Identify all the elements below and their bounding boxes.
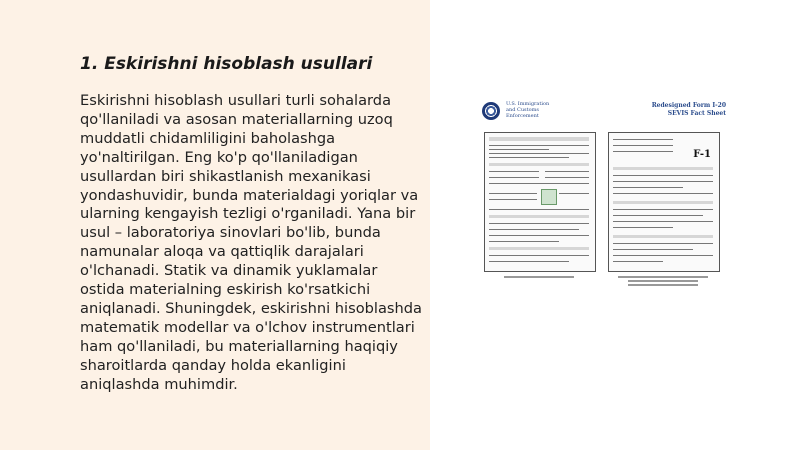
agency-line-3: Enforcement [506,113,539,119]
slide-title: 1. Eskirishni hisoblash usullari [80,54,373,74]
slide-body-text: Eskirishni hisoblash usullari turli sohalarda qo'llaniladi va asosan materiallarning uzoq muddatli chidamliligini baholashga yo'naltirilgan. Eng ko'p qo'llaniladigan usullardan biri shikastlanish mexanikasi yondashuvidir, bunda materialdagi yoriqlar va ularning kengayish tezligi o'rganiladi. Yana bir usul – laboratoriya sinovlari bo'lib, bunda namunalar aloqa va qattiqlik darajalari o'lchanadi. Statik va dinamik yuklamalar ostida materialning eskirish ko'rsatkichi aniqlanadi. Shuningdek, eskirishni hisoblashda matematik modellar va o'lchov instrumentlari ham qo'llaniladi, bu materiallarning haqiqiy sharoitlarda qanday holda ekanligini aniqlashda muhimdir. [80,92,422,393]
form-code-label: F-1 [693,149,711,160]
form-title-line-1: Redesigned Form I-20 [651,102,726,109]
form-title [616,102,726,118]
agency-line-1: U.S. Immigration [506,101,550,107]
form-i20-image [476,100,732,292]
form-page-2 [608,132,720,272]
document-header [476,100,732,128]
agency-line-2: and Customs [506,107,539,113]
agency-name [506,101,586,119]
page-2-caption [608,276,718,286]
form-page-1 [484,132,596,272]
page-1-caption [484,276,594,278]
dhs-seal-icon [482,102,500,120]
form-title-line-2: SEVIS Fact Sheet [667,110,726,117]
